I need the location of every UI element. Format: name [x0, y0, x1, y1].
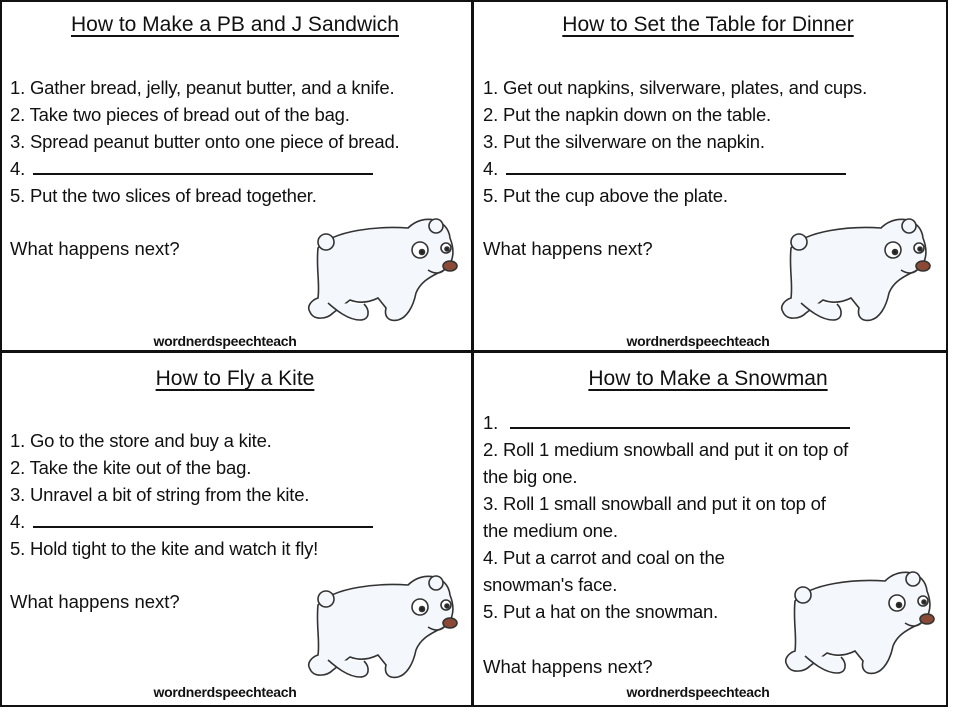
polar-bear-icon: [765, 561, 935, 681]
steps-list: [10, 74, 399, 209]
question: What happens next?: [483, 656, 653, 677]
step: 5. Put a hat on the snowman.: [483, 601, 719, 622]
step: 2. Take the kite out of the bag.: [10, 457, 252, 478]
step: 5. Hold tight to the kite and watch it fly!: [10, 538, 319, 559]
card-title: How to Make a PB and J Sandwich: [70, 13, 399, 36]
footer-credit: wordnerdspeechteach: [153, 333, 297, 349]
step: 3. Put the silverware on the napkin.: [483, 131, 765, 152]
card-make-snowman: [473, 353, 943, 703]
step: snowman's face.: [483, 574, 618, 595]
card-pbj-sandwich: [0, 0, 470, 350]
card-title: How to Make a Snowman: [588, 367, 828, 390]
footer-credit: wordnerdspeechteach: [626, 684, 770, 700]
step: 5. Put the cup above the plate.: [483, 185, 728, 206]
step: 1. Get out napkins, silverware, plates, and cups.: [483, 77, 868, 98]
footer-credit: wordnerdspeechteach: [626, 333, 770, 349]
step-number: 4.: [483, 158, 499, 179]
steps-list: [10, 427, 373, 562]
polar-bear-icon: [288, 208, 458, 328]
step: 1. Go to the store and buy a kite.: [10, 430, 272, 451]
card-set-table: [473, 0, 943, 350]
step-blank: [483, 409, 850, 436]
question: What happens next?: [10, 591, 180, 612]
question: What happens next?: [10, 238, 180, 259]
step-number: 4.: [10, 511, 26, 532]
polar-bear-icon: [288, 565, 458, 685]
step-blank: [10, 155, 399, 182]
step-blank: [10, 508, 373, 535]
step: 5. Put the two slices of bread together.: [10, 185, 317, 206]
step: 2. Take two pieces of bread out of the bag.: [10, 104, 350, 125]
step: 2. Roll 1 medium snowball and put it on top of: [483, 439, 849, 460]
step: 1. Gather bread, jelly, peanut butter, and a knife.: [10, 77, 395, 98]
step: 3. Unravel a bit of string from the kite.: [10, 484, 310, 505]
step: 3. Spread peanut butter onto one piece of bread.: [10, 131, 400, 152]
answer-blank-line[interactable]: [33, 510, 373, 528]
answer-blank-line[interactable]: [506, 157, 846, 175]
footer-credit: wordnerdspeechteach: [153, 684, 297, 700]
answer-blank-line[interactable]: [510, 411, 850, 429]
steps-list: [483, 74, 867, 209]
step: the medium one.: [483, 520, 618, 541]
answer-blank-line[interactable]: [33, 157, 373, 175]
step: 4. Put a carrot and coal on the: [483, 547, 725, 568]
card-title: How to Fly a Kite: [155, 367, 315, 390]
step-blank: [483, 155, 867, 182]
step-number: 1.: [483, 412, 499, 433]
card-fly-kite: [0, 353, 470, 703]
step-number: 4.: [10, 158, 26, 179]
step: 3. Roll 1 small snowball and put it on top of: [483, 493, 826, 514]
polar-bear-icon: [761, 208, 931, 328]
question: What happens next?: [483, 238, 653, 259]
step: the big one.: [483, 466, 578, 487]
step: 2. Put the napkin down on the table.: [483, 104, 771, 125]
card-title: How to Set the Table for Dinner: [562, 13, 854, 36]
